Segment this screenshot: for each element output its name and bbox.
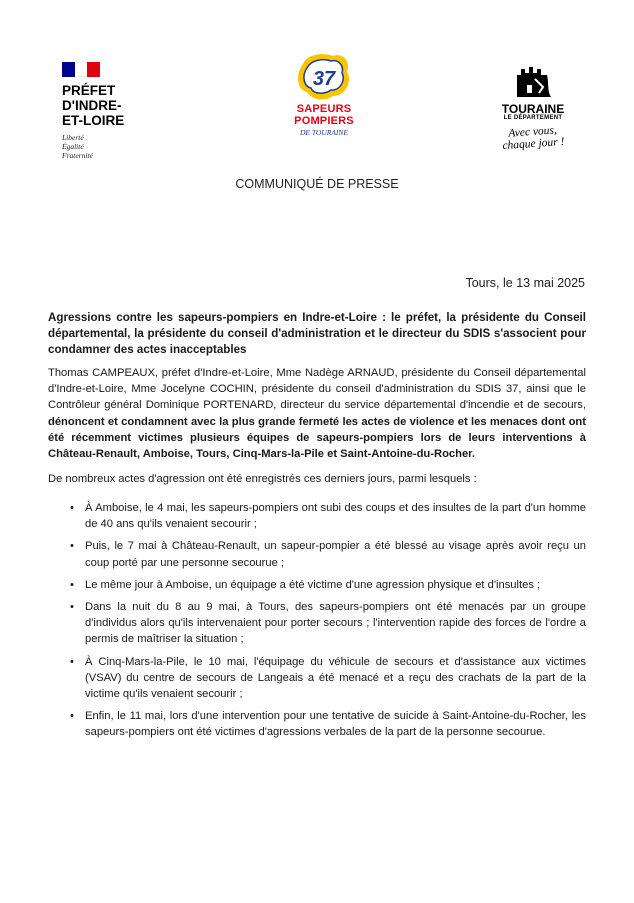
list-item: • À Amboise, le 4 mai, les sapeurs-pompiers ont subi des coups et des insultes de la part d'un homme de 40 ans qu'ils venaient secourir ; <box>70 502 586 531</box>
bullet-icon: • <box>70 502 74 514</box>
list-item: • Le même jour à Amboise, un équipage a été victime d'une agression physique et d'insultes ; <box>48 577 586 593</box>
list-item: • À Cinq-Mars-la-Pile, le 10 mai, l'équipage du véhicule de secours et d'assistance aux victimes (VSAV) du centre de secours de Langeais a été menacé et a reçu des crachats de la part de la victime qu'ils venaient secourir ; <box>70 655 586 701</box>
list-item: • Puis, le 7 mai à Château-Renault, un sapeur-pompier a été blessé au visage après avoir reçu un coup porté par une personne secourue ; <box>70 540 586 569</box>
dateline: Tours, le 13 mai 2025 <box>465 276 585 290</box>
touraine-subtitle: LE DÉPARTEMENT <box>503 115 563 121</box>
sdis-badge-icon <box>293 50 355 104</box>
republic-motto: Liberté Égalité Fraternité <box>62 133 93 160</box>
document-type-heading: COMMUNIQUÉ DE PRESSE <box>235 177 399 191</box>
press-release-title: Agressions contre les sapeurs-pompiers en Indre-et-Loire : le préfet, la présidente du Conseil départemental, la présidente du conseil d'administration et le directeur du SDIS s'associent pour condamner des actes inacceptables <box>48 311 586 357</box>
prefet-logo <box>62 62 182 160</box>
prefet-name: PRÉFET D'INDRE- ET-LOIRE <box>62 83 125 128</box>
incident-list <box>48 500 586 747</box>
sdis-title: SAPEURS POMPIERS <box>294 103 354 127</box>
intro-paragraph: Thomas CAMPEAUX, préfet d'Indre-et-Loire, Mme Nadège ARNAUD, présidente du Conseil départemental d'Indre-et-Loire, Mme Jocelyne COCHIN, présidente du conseil d'administration du SDIS 37, ainsi que le Contrôleur général Dominique PORTENARD, directeur du service départemental d'incendie et de secours, dénoncent et condamnent avec la plus grande fermeté les actes de violence et les menaces dont ont été récemment victimes plusieurs équipes de sapeurs-pompiers lors de leurs interventions à Château-Renault, Amboise, Tours, Cinq-Mars-la-Pile et Saint-Antoine-du-Rocher. <box>48 367 586 461</box>
list-item: • Enfin, le 11 mai, lors d'une intervention pour une tentative de suicide à Saint-Antoine-du-Rocher, les sapeurs-pompiers ont été victimes d'agressions verbales de la part de la personne secourue. <box>70 710 586 739</box>
touraine-logo <box>488 65 578 153</box>
french-flag-icon <box>62 62 100 77</box>
sdis-subtitle: DE TOURAINE <box>300 128 348 137</box>
bullet-icon: • <box>70 578 74 591</box>
touraine-slogan: Avec vous, chaque jour ! <box>502 124 565 153</box>
bullet-icon: • <box>70 655 74 668</box>
castle-tower-icon <box>513 65 553 99</box>
list-item: • Dans la nuit du 8 au 9 mai, à Tours, des sapeurs-pompiers ont été menacés par un groupe d'individus alors qu'ils intervenaient pour porter secours ; l'intervention rapide des forces de l'ordre a permis de maîtriser la situation ; <box>70 601 586 646</box>
svg-text:37: 37 <box>312 68 336 90</box>
bullet-icon: • <box>70 710 74 723</box>
intro-emphasis: dénoncent et condamnent avec la plus grande fermeté les actes de violence et les menaces dont ont été récemment victimes plusieurs équipes de sapeurs-pompiers lors de leurs interventions à Château-Renault, Amboise, Tours, Cinq-Mars-la-Pile et Saint-Antoine-du-Rocher. <box>48 415 586 461</box>
sdis37-logo <box>284 50 364 137</box>
touraine-name: TOURAINE <box>501 102 565 116</box>
list-lead-paragraph: De nombreux actes d'agression ont été enregistrés ces derniers jours, parmi lesquels : <box>48 473 477 485</box>
bullet-icon: • <box>70 601 74 614</box>
bullet-icon: • <box>70 540 74 553</box>
